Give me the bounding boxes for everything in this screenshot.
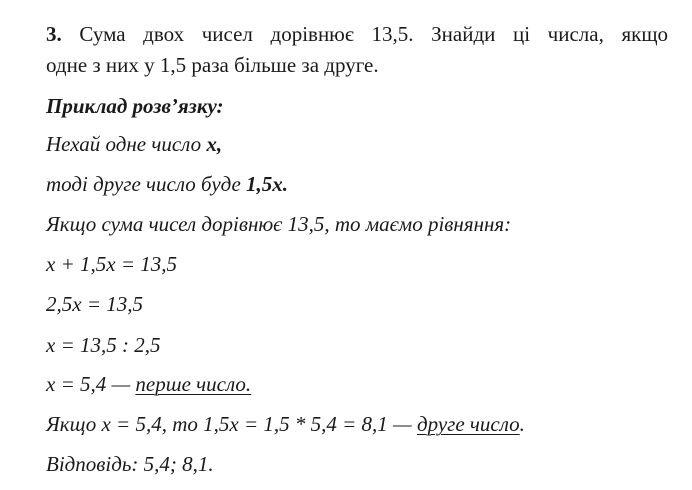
problem-number: 3. xyxy=(46,22,62,46)
let-text: Нехай одне число xyxy=(46,132,207,156)
then-text: тоді друге число буде xyxy=(46,172,247,196)
then-line xyxy=(46,172,288,196)
first-number-note: перше число. xyxy=(135,372,252,396)
equation-1: x + 1,5x = 13,5 xyxy=(46,252,177,276)
problem-line-1 xyxy=(46,22,668,46)
second-number-note: друге число xyxy=(416,412,520,436)
then-variable: 1,5x. xyxy=(246,172,289,196)
equation-3: x = 13,5 : 2,5 xyxy=(46,333,161,357)
problem-text-2: одне з них у 1,5 раза більше за друге. xyxy=(46,53,379,77)
second-number-line xyxy=(46,412,525,436)
equation-4 xyxy=(46,372,251,396)
problem-line-2 xyxy=(46,53,379,77)
equation-4-expression: x = 5,4 — xyxy=(46,372,136,396)
answer-line: Відповідь: 5,4; 8,1. xyxy=(46,452,214,476)
solution-heading: Приклад розв’язку: xyxy=(46,94,224,118)
second-number-expression: Якщо x = 5,4, то 1,5x = 1,5 * 5,4 = 8,1 — xyxy=(46,412,417,436)
sum-line: Якщо сума чисел дорівнює 13,5, то маємо рівняння: xyxy=(46,212,512,236)
let-variable: x, xyxy=(206,132,223,156)
equation-2: 2,5x = 13,5 xyxy=(46,292,143,316)
problem-text-1: Сума двох чисел дорівнює 13,5. Знайди ці числа, якщо xyxy=(79,22,668,46)
let-line xyxy=(46,132,222,156)
second-number-end: . xyxy=(519,412,525,436)
